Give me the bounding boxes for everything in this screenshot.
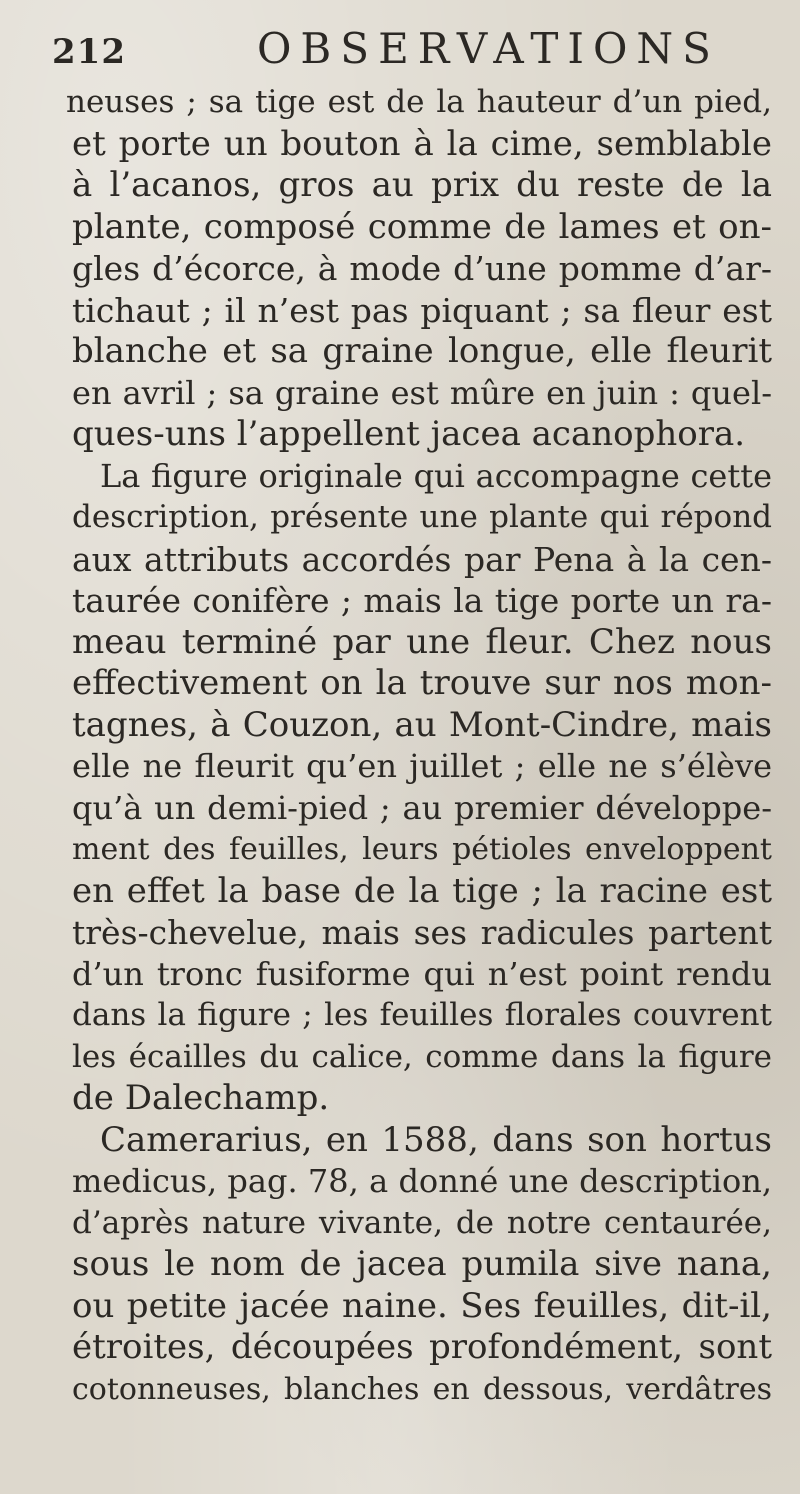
text-line: tichaut ; il n’est pas piquant ; sa fleur est	[72, 290, 772, 330]
text-line: ment des feuilles, leurs pétioles enveloppent	[72, 832, 772, 867]
text-line: aux attributs accordés par Pena à la cen-	[72, 539, 772, 579]
text-line: plante, composé comme de lames et on-	[72, 206, 772, 247]
text-line: effectivement on la trouve sur nos mon-	[72, 663, 772, 703]
text-line: en effet la base de la tige ; la racine est	[72, 870, 772, 911]
text-line: ques-uns l’appellent jacea acanophora.	[72, 414, 746, 454]
text-line: cotonneuses, blanches en dessous, verdâtres	[72, 1371, 772, 1407]
text-line: meau terminé par une fleur. Chez nous	[72, 621, 772, 662]
text-line: étroites, découpées profondément, sont	[72, 1327, 772, 1367]
text-line: description, présente une plante qui répond	[72, 499, 772, 535]
text-line: et porte un bouton à la cime, semblable	[72, 123, 772, 164]
running-head	[52, 18, 752, 78]
text-line: en avril ; sa graine est mûre en juin : quel-	[72, 373, 772, 412]
text-line: medicus, pag. 78, a donné une description,	[72, 1162, 772, 1200]
text-line: à l’acanos, gros au prix du reste de la	[72, 165, 772, 205]
text-line: d’un tronc fusiforme qui n’est point rendu	[72, 954, 772, 993]
text-line: blanche et sa graine longue, elle fleurit	[72, 331, 772, 371]
text-line: les écailles du calice, comme dans la figure	[72, 1038, 772, 1075]
running-title: OBSERVATIONS	[257, 24, 720, 73]
text-line: La figure originale qui accompagne cette	[100, 456, 772, 495]
text-line: qu’à un demi-pied ; au premier développe-	[72, 788, 772, 827]
text-line: gles d’écorce, à mode d’une pomme d’ar-	[72, 249, 772, 288]
text-line: dans la figure ; les feuilles florales couvrent	[72, 997, 772, 1033]
text-line: ou petite jacée naine. Ses feuilles, dit-il,	[72, 1285, 772, 1326]
text-line: très-chevelue, mais ses radicules partent	[72, 913, 772, 952]
body-text	[66, 82, 772, 1410]
text-line: de Dalechamp.	[72, 1078, 330, 1118]
text-line: tagnes, à Couzon, au Mont-Cindre, mais	[72, 704, 772, 745]
text-line: d’après nature vivante, de notre centaurée,	[72, 1204, 772, 1241]
text-line: neuses ; sa tige est de la hauteur d’un pied,	[66, 84, 772, 120]
text-line: taurée conifère ; mais la tige porte un ra-	[72, 581, 772, 620]
text-line: Camerarius, en 1588, dans son hortus	[100, 1119, 772, 1160]
page-number: 212	[52, 32, 126, 72]
text-line: elle ne fleurit qu’en juillet ; elle ne s’élève	[72, 747, 772, 785]
text-line: sous le nom de jacea pumila sive nana,	[72, 1244, 772, 1284]
